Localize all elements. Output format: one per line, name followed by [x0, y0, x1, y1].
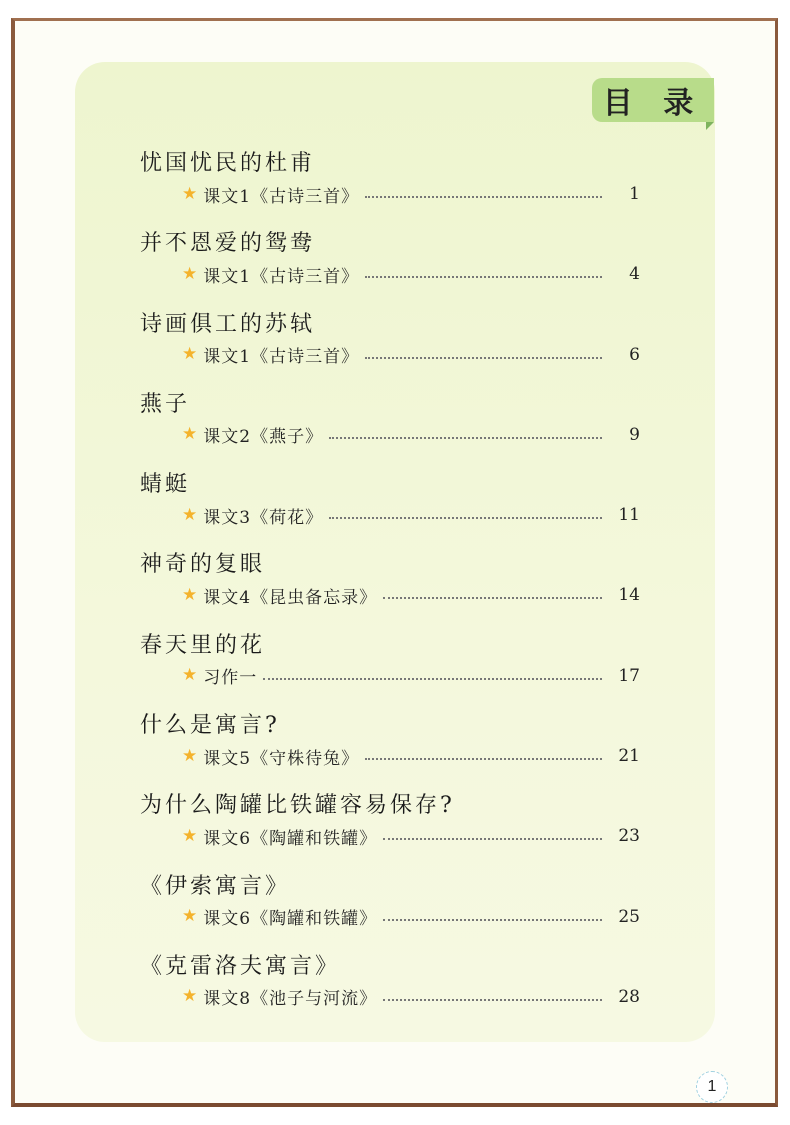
toc-page-number: 28 — [618, 986, 640, 1007]
toc-page-number: 1 — [629, 184, 640, 204]
toc-lesson: 习作一 — [203, 668, 258, 689]
star-icon: ★ — [182, 745, 198, 766]
toc-lesson: 课文5《守株待兔》 — [203, 748, 360, 769]
toc-lesson: 课文4《昆虫备忘录》 — [203, 587, 378, 608]
toc-lesson: 课文8《池子与河流》 — [203, 989, 378, 1010]
toc-heading: 燕子 — [140, 391, 191, 417]
dot-leader — [329, 517, 602, 519]
toc-lesson-line — [182, 905, 640, 929]
toc-heading: 蜻蜓 — [140, 472, 191, 498]
toc-page-number: 21 — [618, 746, 640, 767]
toc-entry[interactable] — [140, 541, 640, 621]
toc-page-number: 4 — [629, 264, 640, 285]
toc-lesson: 课文1《古诗三首》 — [203, 266, 360, 287]
star-icon: ★ — [182, 424, 198, 445]
dot-leader — [365, 196, 602, 198]
star-icon: ★ — [182, 584, 198, 605]
toc-heading: 《伊索寓言》 — [140, 873, 291, 899]
toc-lesson: 课文3《荷花》 — [203, 507, 324, 528]
toc-lesson: 课文6《陶罐和铁罐》 — [203, 909, 378, 930]
toc-lesson-line — [182, 182, 640, 206]
toc-entry[interactable] — [140, 381, 640, 461]
toc-heading: 忧国忧民的杜甫 — [140, 151, 316, 176]
toc-lesson-line — [182, 262, 640, 286]
toc-entry[interactable] — [140, 461, 640, 541]
star-icon: ★ — [182, 825, 198, 846]
toc-heading: 什么是寓言? — [140, 713, 280, 739]
dot-leader — [365, 758, 602, 760]
toc-lesson-line — [182, 985, 640, 1009]
star-icon: ★ — [182, 344, 198, 365]
star-icon: ★ — [182, 665, 198, 686]
toc-lesson-line — [182, 423, 640, 447]
toc-page-number: 14 — [618, 585, 640, 606]
dot-leader — [383, 838, 602, 840]
dot-leader — [365, 276, 602, 278]
toc-page-number: 11 — [618, 505, 640, 526]
dot-leader — [263, 678, 602, 680]
toc-lesson: 课文1《古诗三首》 — [203, 186, 360, 207]
dot-leader — [383, 919, 602, 921]
toc-page-number: 25 — [618, 906, 640, 927]
toc-heading: 为什么陶罐比铁罐容易保存? — [140, 793, 455, 819]
toc-entry[interactable] — [140, 622, 640, 702]
toc-lesson-line — [182, 664, 640, 688]
toc-heading: 诗画俱工的苏轼 — [140, 311, 316, 337]
star-icon: ★ — [182, 504, 198, 525]
toc-entry[interactable] — [140, 702, 640, 782]
toc-entry[interactable] — [140, 140, 640, 220]
toc-entry[interactable] — [140, 943, 640, 1023]
star-icon: ★ — [182, 986, 198, 1007]
toc-page-number: 9 — [629, 424, 640, 445]
toc-lesson: 课文6《陶罐和铁罐》 — [203, 828, 378, 849]
toc-heading: 春天里的花 — [140, 632, 266, 658]
toc-lesson-line — [182, 824, 640, 848]
toc-entry[interactable] — [140, 220, 640, 300]
toc-heading: 并不恩爱的鸳鸯 — [140, 231, 316, 257]
toc-page-number: 23 — [618, 826, 640, 847]
toc-entry[interactable] — [140, 782, 640, 862]
toc-heading: 神奇的复眼 — [140, 552, 266, 578]
dot-leader — [365, 357, 602, 359]
star-icon: ★ — [182, 906, 198, 927]
star-icon: ★ — [182, 183, 198, 204]
toc-lesson: 课文2《燕子》 — [203, 427, 324, 448]
table-of-contents — [140, 140, 640, 1023]
toc-lesson-line — [182, 744, 640, 768]
dot-leader — [329, 437, 602, 439]
dot-leader — [383, 999, 602, 1001]
star-icon: ★ — [182, 263, 198, 284]
toc-entry[interactable] — [140, 301, 640, 381]
dot-leader — [383, 597, 602, 599]
toc-lesson-line — [182, 343, 640, 367]
toc-entry[interactable] — [140, 863, 640, 943]
toc-lesson-line — [182, 503, 640, 527]
page-number: 1 — [696, 1071, 728, 1103]
page-title: 目 录 — [592, 78, 714, 122]
toc-lesson-line — [182, 583, 640, 607]
toc-heading: 《克雷洛夫寓言》 — [140, 953, 341, 979]
toc-lesson: 课文1《古诗三首》 — [203, 347, 360, 368]
toc-page-number: 6 — [629, 344, 640, 365]
toc-page-number: 17 — [618, 665, 640, 686]
